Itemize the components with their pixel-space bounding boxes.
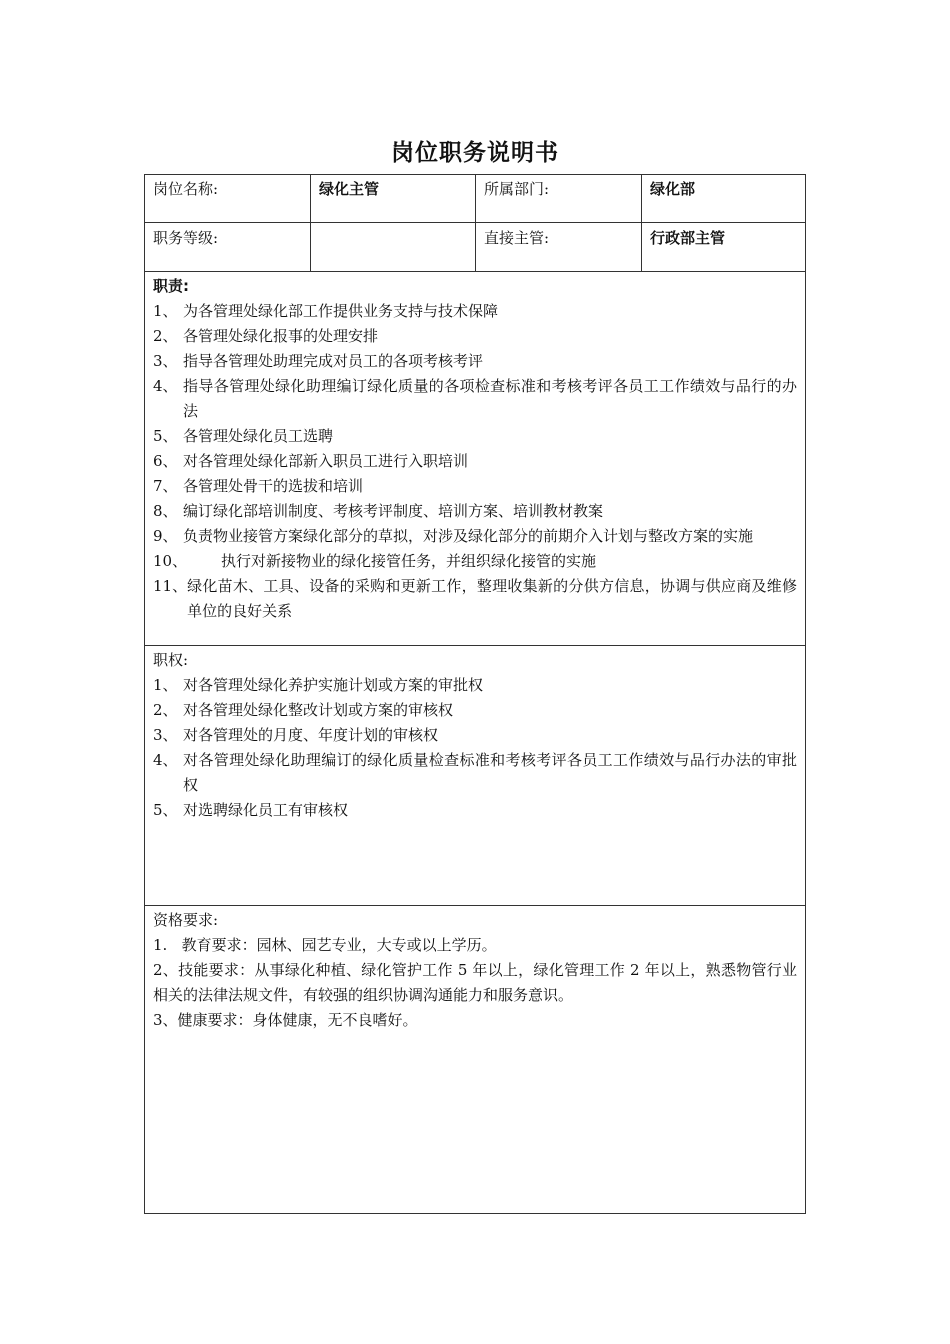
- duty-item: [153, 524, 797, 549]
- supervisor-value: 行政部主管: [650, 229, 726, 247]
- duty-item: [153, 549, 797, 574]
- qualification-text: 2、技能要求：从事绿化种植、绿化管护工作 5 年以上，绿化管理工作 2 年以上，熟悉物管行业相关的法律法规文件，有较强的组织协调沟通能力和服务意识。: [153, 961, 797, 1004]
- duty-item: [153, 499, 797, 524]
- duty-number: 4、: [153, 377, 178, 395]
- qualification-text: 1. 教育要求：园林、园艺专业，大专或以上学历。: [153, 936, 497, 954]
- document-title: 岗位职务说明书: [391, 139, 559, 166]
- qualification-text: 3、健康要求：身体健康，无不良嗜好。: [153, 1011, 418, 1029]
- qualification-item: [153, 933, 797, 958]
- duty-text: 各管理处绿化员工选聘: [183, 427, 334, 445]
- duty-number: 9、: [153, 527, 178, 545]
- row-divider: [145, 905, 805, 906]
- duty-text: 各管理处骨干的选拔和培训: [183, 477, 364, 495]
- duty-number: 6、: [153, 452, 178, 470]
- duty-number: 1、: [153, 302, 178, 320]
- authority-text: 对各管理处绿化养护实施计划或方案的审批权: [183, 676, 484, 694]
- authority-title: 职权:: [153, 651, 189, 669]
- authority-number: 1、: [153, 676, 178, 694]
- authority-text: 对各管理处的月度、年度计划的审核权: [183, 726, 439, 744]
- position-name-label: 岗位名称:: [153, 180, 219, 198]
- duty-text: 负责物业接管方案绿化部分的草拟，对涉及绿化部分的前期介入计划与整改方案的实施: [183, 527, 754, 545]
- authority-text: 对各管理处绿化助理编订的绿化质量检查标准和考核考评各员工工作绩效与品行办法的审批权: [183, 751, 797, 794]
- duty-item: [153, 374, 797, 424]
- duty-number: 10、: [153, 552, 188, 570]
- duty-number: 8、: [153, 502, 178, 520]
- authority-item: [153, 673, 797, 698]
- column-divider: [475, 175, 476, 271]
- grade-label: 职务等级:: [153, 229, 219, 247]
- department-label: 所属部门:: [484, 180, 550, 198]
- row-divider: [145, 645, 805, 646]
- column-divider: [310, 175, 311, 271]
- duty-text: 各管理处绿化报事的处理安排: [183, 327, 379, 345]
- authority-item: [153, 798, 797, 823]
- duty-text: 指导各管理处助理完成对员工的各项考核考评: [183, 352, 484, 370]
- duty-item: [153, 349, 797, 374]
- duties-section: [153, 274, 797, 624]
- column-divider: [641, 175, 642, 271]
- authority-number: 2、: [153, 701, 178, 719]
- duty-text: 对各管理处绿化部新入职员工进行入职培训: [183, 452, 469, 470]
- authority-text: 对各管理处绿化整改计划或方案的审核权: [183, 701, 454, 719]
- authority-section: [153, 648, 797, 823]
- department-value: 绿化部: [650, 180, 696, 198]
- duty-item: [153, 574, 797, 624]
- authority-text: 对选聘绿化员工有审核权: [183, 801, 349, 819]
- authority-number: 4、: [153, 751, 178, 769]
- duty-item: [153, 299, 797, 324]
- duty-item: [153, 324, 797, 349]
- qualifications-section: [153, 908, 797, 1033]
- duties-title: 职责:: [153, 277, 189, 295]
- duty-item: [153, 474, 797, 499]
- duty-text: 指导各管理处绿化助理编订绿化质量的各项检查标准和考核考评各员工工作绩效与品行的办法: [183, 377, 797, 420]
- supervisor-label: 直接主管:: [484, 229, 550, 247]
- duty-number: 7、: [153, 477, 178, 495]
- duty-text: 为各管理处绿化部工作提供业务支持与技术保障: [183, 302, 499, 320]
- duty-number: 2、: [153, 327, 178, 345]
- authority-item: [153, 748, 797, 798]
- authority-number: 5、: [153, 801, 178, 819]
- duty-number: 3、: [153, 352, 178, 370]
- duty-text: 绿化苗木、工具、设备的采购和更新工作，整理收集新的分供方信息，协调与供应商及维修单位的良好关系: [187, 577, 797, 620]
- duty-text: 编订绿化部培训制度、考核考评制度、培训方案、培训教材教案: [183, 502, 604, 520]
- authority-item: [153, 723, 797, 748]
- duty-item: [153, 449, 797, 474]
- job-description-table: [144, 174, 806, 1214]
- qualification-item: [153, 1008, 797, 1033]
- authority-item: [153, 698, 797, 723]
- qualification-item: [153, 958, 797, 1008]
- qualifications-title: 资格要求:: [153, 911, 219, 929]
- duty-number: 5、: [153, 427, 178, 445]
- authority-number: 3、: [153, 726, 178, 744]
- position-name-value: 绿化主管: [319, 180, 380, 198]
- duty-text: 执行对新接物业的绿化接管任务，并组织绿化接管的实施: [221, 552, 597, 570]
- duty-item: [153, 424, 797, 449]
- row-divider: [145, 271, 805, 272]
- duty-number: 11、: [153, 577, 188, 595]
